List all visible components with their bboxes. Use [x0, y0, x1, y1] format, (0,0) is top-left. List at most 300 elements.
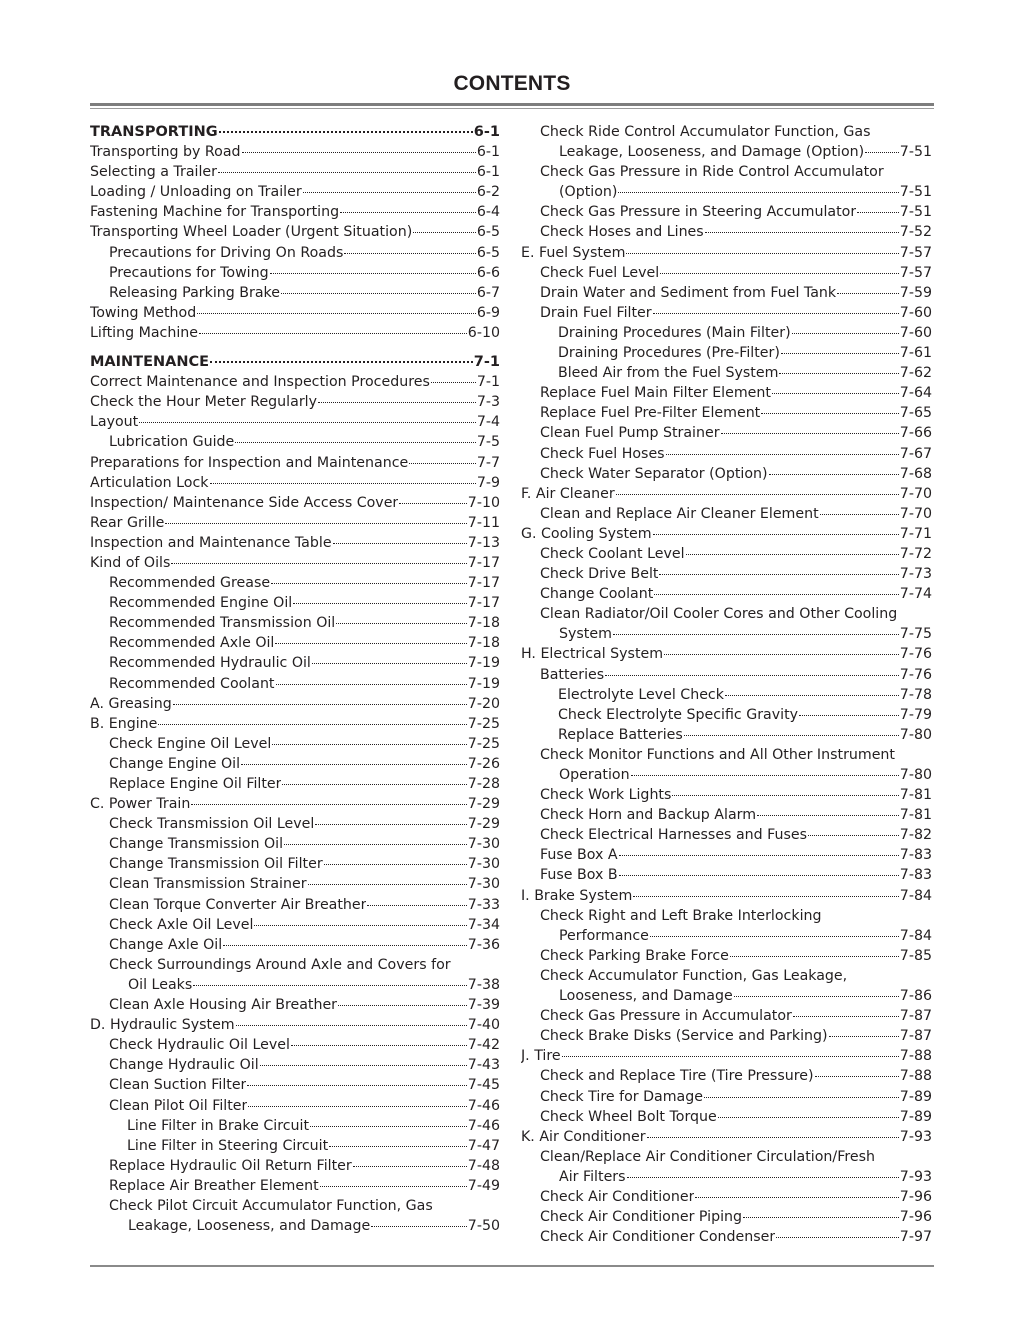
- toc-entry-title: Recommended Grease: [109, 575, 271, 592]
- dot-leader: [659, 573, 898, 575]
- toc-entry-title: Releasing Parking Brake: [109, 284, 280, 301]
- toc-entry: [90, 493, 500, 513]
- toc-entry: [521, 886, 932, 906]
- toc-entry-title: Check Gas Pressure in Accumulator: [540, 1008, 792, 1025]
- dot-leader: [631, 774, 899, 776]
- dot-leader: [633, 895, 898, 897]
- dot-leader: [650, 935, 899, 937]
- dot-leader: [664, 653, 899, 655]
- toc-entry: [90, 182, 500, 202]
- dot-leader: [409, 462, 476, 464]
- toc-entry-title: Towing Method: [90, 304, 197, 321]
- toc-page-number: 6-1: [476, 144, 500, 161]
- dot-leader: [718, 1116, 899, 1118]
- toc-page-number: 7-17: [467, 554, 500, 571]
- toc-entry-title: Clean Transmission Strainer: [109, 876, 307, 893]
- toc-entry: [90, 453, 500, 473]
- dot-leader: [865, 151, 899, 153]
- dot-leader: [281, 292, 476, 294]
- toc-page-number: 6-4: [476, 204, 500, 221]
- toc-entry-title-line1: Check Accumulator Function, Gas Leakage,: [540, 967, 848, 984]
- toc-entry: [521, 705, 932, 725]
- toc-entry: [521, 403, 932, 423]
- dot-leader: [271, 582, 467, 584]
- toc-entry-title: Check Hydraulic Oil Level: [109, 1037, 290, 1054]
- toc-page-number: 7-67: [899, 445, 932, 462]
- dot-leader: [757, 814, 899, 816]
- dot-leader: [660, 272, 899, 274]
- toc-page-number: 7-46: [467, 1097, 500, 1114]
- toc-page-number: 7-47: [467, 1137, 500, 1154]
- toc-entry: [90, 1156, 500, 1176]
- toc-entry-title: Check Wheel Bolt Torque: [540, 1108, 717, 1125]
- toc-page-number: 7-81: [899, 787, 932, 804]
- dot-leader: [338, 1004, 467, 1006]
- toc-entry-title: Replace Engine Oil Filter: [109, 776, 282, 792]
- toc-entry: [90, 935, 500, 955]
- toc-entry-title-line1: Check Ride Control Accumulator Function, Gas: [540, 124, 871, 140]
- dot-leader: [857, 211, 899, 213]
- dot-leader: [772, 392, 899, 394]
- dot-leader: [276, 683, 467, 685]
- dot-leader: [210, 482, 476, 484]
- toc-entry: [521, 303, 932, 323]
- toc-entry-title: Line Filter in Steering Circuit: [127, 1137, 329, 1154]
- toc-page-number: 7-11: [467, 514, 500, 531]
- toc-entry-title: D. Hydraulic System: [90, 1017, 235, 1034]
- dot-leader: [318, 401, 476, 403]
- toc-entry: [90, 432, 500, 452]
- dot-leader: [605, 674, 899, 676]
- toc-entry-title: Check Tire for Damage: [540, 1088, 703, 1105]
- toc-entry: [521, 665, 932, 685]
- dot-leader: [308, 883, 467, 885]
- toc-left-column: [90, 122, 500, 1236]
- toc-entry: [521, 1066, 932, 1086]
- toc-entry-title: E. Fuel System: [521, 244, 626, 261]
- toc-entry-title-line1: Check Right and Left Brake Interlocking: [540, 907, 822, 924]
- toc-entry: [521, 725, 932, 745]
- toc-entry-title: Check Engine Oil Level: [109, 735, 272, 752]
- toc-entry: [521, 946, 932, 966]
- toc-page-number: 7-28: [467, 776, 500, 792]
- toc-entry-title: Drain Water and Sediment from Fuel Tank: [540, 284, 837, 301]
- toc-page-number: 7-71: [899, 525, 932, 542]
- toc-entry: [521, 162, 932, 202]
- toc-entry-title: Fuse Box A: [540, 847, 618, 864]
- toc-entry-title: Lubrication Guide: [109, 434, 235, 451]
- toc-page-number: 7-64: [899, 385, 932, 402]
- dot-leader: [312, 662, 467, 664]
- dot-leader: [613, 633, 899, 635]
- toc-entry: [521, 1187, 932, 1207]
- toc-page-number: 7-62: [899, 365, 932, 382]
- toc-entry: [90, 1055, 500, 1075]
- toc-entry: [521, 1087, 932, 1107]
- toc-page-number: 7-46: [467, 1117, 500, 1134]
- toc-entry: [90, 372, 500, 392]
- toc-page-number: 7-26: [467, 755, 500, 772]
- toc-page-number: 7-33: [467, 896, 500, 913]
- toc-entry-title: Leakage, Looseness, and Damage: [128, 1218, 371, 1235]
- dot-leader: [191, 803, 466, 805]
- footer-rule: [90, 1265, 934, 1267]
- toc-entry-title: Recommended Axle Oil: [109, 635, 275, 652]
- toc-page-number: 7-39: [467, 997, 500, 1014]
- toc-entry: [521, 122, 932, 162]
- toc-page-number: 7-88: [899, 1048, 932, 1065]
- toc-entry-title: Check Fuel Hoses: [540, 445, 665, 462]
- dot-leader: [320, 1185, 467, 1187]
- toc-page-number: 7-51: [899, 184, 932, 201]
- dot-leader: [653, 533, 899, 535]
- toc-page-number: 7-13: [467, 534, 500, 551]
- title-rule-thick: [90, 103, 934, 106]
- toc-entry: [90, 874, 500, 894]
- toc-entry-title: Batteries: [540, 666, 605, 683]
- toc-page-number: 7-89: [899, 1088, 932, 1105]
- toc-entry: [521, 423, 932, 443]
- toc-entry-title: Check Air Conditioner Condenser: [540, 1229, 776, 1246]
- toc-entry: [521, 644, 932, 664]
- dot-leader: [324, 863, 467, 865]
- toc-entry: [90, 915, 500, 935]
- dot-leader: [721, 432, 899, 434]
- toc-entry: [521, 283, 932, 303]
- dot-leader: [235, 441, 476, 443]
- toc-entry-title: Layout: [90, 414, 139, 431]
- toc-entry: [90, 1096, 500, 1116]
- dot-leader: [173, 703, 467, 705]
- toc-page-number: 7-43: [467, 1057, 500, 1074]
- toc-entry: [90, 995, 500, 1015]
- toc-page-number: 7-60: [899, 324, 932, 341]
- toc-entry: [90, 1015, 500, 1035]
- toc-page-number: 6-2: [476, 184, 500, 201]
- toc-entry-title: Loading / Unloading on Trailer: [90, 184, 302, 201]
- toc-entry: [521, 584, 932, 604]
- toc-page-number: 7-76: [899, 666, 932, 683]
- toc-page-number: 7-65: [899, 405, 932, 422]
- toc-entry-title: Draining Procedures (Pre-Filter): [558, 345, 780, 362]
- toc-page-number: 7-40: [467, 1017, 500, 1034]
- toc-entry-title: Check and Replace Tire (Tire Pressure): [540, 1068, 814, 1085]
- toc-entry-title: Check the Hour Meter Regularly: [90, 394, 317, 411]
- toc-entry: [90, 303, 500, 323]
- toc-page-number: 7-81: [899, 807, 932, 824]
- toc-page-number: 7-34: [467, 916, 500, 933]
- dot-leader: [815, 1075, 899, 1077]
- toc-entry-title: Replace Hydraulic Oil Return Filter: [109, 1157, 352, 1174]
- toc-entry-title: Replace Fuel Pre-Filter Element: [540, 405, 761, 422]
- toc-entry-title: Replace Fuel Main Filter Element: [540, 385, 771, 402]
- dot-leader: [171, 562, 466, 564]
- toc-entry-title: Preparations for Inspection and Maintenance: [90, 454, 409, 471]
- toc-entry: [521, 343, 932, 363]
- toc-entry: [90, 243, 500, 263]
- dot-leader: [705, 231, 899, 233]
- toc-page-number: 7-36: [467, 936, 500, 953]
- toc-page-number: 7-59: [899, 284, 932, 301]
- toc-page-number: 7-10: [467, 494, 500, 511]
- toc-entry-title: Inspection/ Maintenance Side Access Cover: [90, 494, 399, 511]
- toc-entry-title: Replace Batteries: [558, 726, 683, 743]
- dot-leader: [291, 1044, 467, 1046]
- dot-leader: [725, 694, 899, 696]
- toc-entry: [521, 484, 932, 504]
- title-rule-thin: [90, 108, 934, 109]
- toc-entry-title: Check Axle Oil Level: [109, 916, 254, 933]
- toc-page-number: 6-6: [476, 264, 500, 281]
- toc-entry-title-line1: Check Gas Pressure in Ride Control Accumulator: [540, 164, 884, 181]
- toc-entry: [521, 504, 932, 524]
- toc-entry: [90, 513, 500, 533]
- dot-leader: [695, 1196, 898, 1198]
- toc-page-number: 7-97: [899, 1229, 932, 1246]
- toc-page-number: 7-61: [899, 345, 932, 362]
- toc-page-number: 6-1: [473, 124, 500, 140]
- dot-leader: [619, 854, 899, 856]
- toc-entry-title: Kind of Oils: [90, 554, 171, 571]
- toc-page-number: 7-19: [467, 675, 500, 692]
- toc-entry: [90, 533, 500, 553]
- toc-entry: [90, 162, 500, 182]
- toc-entry-title: Lifting Machine: [90, 324, 198, 341]
- toc-entry-title: Check Air Conditioner Piping: [540, 1209, 743, 1226]
- toc-page-number: 7-57: [899, 244, 932, 261]
- toc-page-number: 7-86: [899, 988, 932, 1005]
- toc-page-number: 7-87: [899, 1008, 932, 1025]
- toc-page-number: 7-84: [899, 887, 932, 904]
- dot-leader: [808, 834, 899, 836]
- toc-page-number: 7-52: [899, 224, 932, 241]
- toc-page-number: 7-42: [467, 1037, 500, 1054]
- toc-entry-title: C. Power Train: [90, 796, 191, 813]
- toc-entry-title: Recommended Transmission Oil: [109, 615, 336, 632]
- toc-page-number: 7-50: [467, 1218, 500, 1235]
- toc-entry: [521, 1127, 932, 1147]
- toc-page-number: 7-83: [899, 847, 932, 864]
- dot-leader: [793, 1015, 899, 1017]
- toc-entry-title: Transporting by Road: [90, 144, 241, 161]
- dot-leader: [193, 984, 467, 986]
- toc-entry-title: Recommended Engine Oil: [109, 595, 293, 612]
- toc-page-number: 7-29: [467, 816, 500, 833]
- dot-leader: [792, 332, 899, 334]
- toc-page-number: 6-10: [467, 324, 500, 341]
- toc-entry-title: Clean Torque Converter Air Breather: [109, 896, 367, 913]
- toc-page-number: 7-93: [899, 1128, 932, 1145]
- toc-entry-title: Leakage, Looseness, and Damage (Option): [559, 144, 865, 161]
- toc-page-number: 7-89: [899, 1108, 932, 1125]
- toc-entry-title-line1: Clean/Replace Air Conditioner Circulation/Fresh: [540, 1148, 875, 1165]
- dot-leader: [734, 995, 899, 997]
- toc-entry-title-line1: Check Monitor Functions and All Other Instrument: [540, 746, 895, 763]
- dot-leader: [293, 602, 467, 604]
- toc-page-number: 7-25: [467, 735, 500, 752]
- toc-entry-title: (Option): [559, 184, 618, 201]
- toc-entry-title: B. Engine: [90, 715, 158, 732]
- toc-entry: [521, 222, 932, 242]
- toc-entry: [90, 854, 500, 874]
- toc-page-number: 6-5: [476, 224, 500, 241]
- dot-leader: [367, 904, 466, 906]
- toc-page-number: 7-79: [899, 706, 932, 723]
- toc-entry-title: Clean Axle Housing Air Breather: [109, 997, 338, 1014]
- toc-right-column: [521, 122, 932, 1247]
- toc-entry: [521, 1207, 932, 1227]
- toc-entry-title: Transporting Wheel Loader (Urgent Situation): [90, 224, 413, 241]
- toc-page-number: 7-3: [476, 394, 500, 411]
- toc-entry-title: Looseness, and Damage: [559, 988, 733, 1005]
- toc-page-number: 7-73: [899, 566, 932, 583]
- toc-entry: [521, 444, 932, 464]
- toc-entry-title: Drain Fuel Filter: [540, 304, 652, 321]
- dot-leader: [270, 272, 476, 274]
- toc-entry-title: G. Cooling System: [521, 525, 652, 542]
- toc-entry-title: Change Hydraulic Oil: [109, 1057, 259, 1074]
- toc-page-number: 7-68: [899, 465, 932, 482]
- toc-page-number: 7-60: [899, 304, 932, 321]
- toc-entry-title: Change Coolant: [540, 586, 654, 603]
- toc-entry: [521, 323, 932, 343]
- toc-entry-title: Fastening Machine for Transporting: [90, 204, 340, 221]
- toc-section-heading: [90, 352, 500, 372]
- toc-entry-title: Check Coolant Level: [540, 545, 685, 562]
- toc-entry: [521, 1006, 932, 1026]
- toc-page-number: 7-51: [899, 144, 932, 161]
- toc-entry-title: Fuse Box B: [540, 867, 618, 884]
- dot-leader: [730, 955, 899, 957]
- toc-entry: [90, 1136, 500, 1156]
- toc-page-number: 7-74: [899, 586, 932, 603]
- toc-entry: [521, 1107, 932, 1127]
- toc-entry: [90, 734, 500, 754]
- toc-entry: [90, 473, 500, 493]
- toc-entry: [90, 633, 500, 653]
- toc-entry: [521, 564, 932, 584]
- toc-entry: [521, 906, 932, 946]
- toc-entry: [521, 263, 932, 283]
- toc-entry-title: K. Air Conditioner: [521, 1128, 646, 1145]
- toc-entry: [90, 323, 500, 343]
- dot-leader: [340, 211, 476, 213]
- dot-leader: [820, 513, 899, 515]
- toc-page-number: 7-70: [899, 485, 932, 502]
- dot-leader: [666, 453, 899, 455]
- toc-entry: [90, 1196, 500, 1236]
- dot-leader: [686, 553, 899, 555]
- toc-page-number: 7-82: [899, 827, 932, 844]
- toc-entry-title: Check Electrolyte Specific Gravity: [558, 706, 799, 723]
- toc-entry: [521, 202, 932, 222]
- toc-entry-title: Check Transmission Oil Level: [109, 816, 315, 833]
- toc-entry: [90, 202, 500, 222]
- toc-page-number: 7-80: [899, 767, 932, 783]
- toc-entry-title: Recommended Coolant: [109, 675, 275, 692]
- dot-leader: [247, 1084, 466, 1086]
- toc-page-number: 7-78: [899, 686, 932, 703]
- toc-entry: [521, 785, 932, 805]
- toc-entry-title: Performance: [559, 927, 649, 944]
- toc-entry: [521, 464, 932, 484]
- toc-entry: [90, 714, 500, 734]
- toc-entry: [521, 805, 932, 825]
- toc-entry: [521, 524, 932, 544]
- toc-entry-title: Clean Suction Filter: [109, 1077, 247, 1094]
- dot-leader: [344, 252, 475, 254]
- toc-entry-title: A. Greasing: [90, 695, 172, 712]
- toc-page-number: 6-7: [476, 284, 500, 301]
- toc-entry-title: Check Horn and Backup Alarm: [540, 807, 757, 824]
- toc-entry-title: Rear Grille: [90, 514, 165, 531]
- toc-entry: [521, 745, 932, 785]
- dot-leader: [562, 1055, 899, 1057]
- toc-entry: [90, 754, 500, 774]
- dot-leader: [672, 794, 898, 796]
- toc-page-number: 6-1: [476, 164, 500, 181]
- dot-leader: [799, 714, 899, 716]
- toc-entry-title: Oil Leaks: [128, 976, 193, 993]
- toc-entry-title: Check Drive Belt: [540, 566, 659, 583]
- dot-leader: [282, 783, 466, 785]
- toc-entry: [90, 142, 500, 162]
- toc-section-heading: [90, 122, 500, 142]
- dot-leader: [619, 874, 899, 876]
- toc-entry: [90, 392, 500, 412]
- dot-leader: [781, 352, 899, 354]
- toc-page-number: 7-38: [467, 976, 500, 993]
- toc-entry: [90, 774, 500, 794]
- toc-entry: [521, 966, 932, 1006]
- toc-page-number: 7-93: [899, 1168, 932, 1185]
- toc-entry-title: Change Axle Oil: [109, 936, 223, 953]
- toc-page-number: 7-85: [899, 947, 932, 964]
- toc-entry-title: Check Work Lights: [540, 787, 672, 804]
- dot-leader: [254, 924, 466, 926]
- dot-leader: [743, 1216, 899, 1218]
- toc-entry: [90, 1075, 500, 1095]
- page-title: CONTENTS: [453, 72, 571, 95]
- toc-page-number: 7-80: [899, 726, 932, 743]
- dot-leader: [315, 823, 466, 825]
- toc-entry: [90, 694, 500, 714]
- toc-entry-title: Check Air Conditioner: [540, 1188, 695, 1205]
- toc-page-number: 7-70: [899, 505, 932, 522]
- dot-leader: [223, 944, 467, 946]
- dot-leader: [199, 332, 467, 334]
- dot-leader: [272, 743, 466, 745]
- toc-entry-title: Clean Pilot Oil Filter: [109, 1097, 248, 1114]
- toc-page-number: 7-18: [467, 635, 500, 652]
- dot-leader: [779, 372, 898, 374]
- toc-entry: [90, 412, 500, 432]
- toc-page-number: 7-30: [467, 836, 500, 853]
- dot-leader: [761, 412, 899, 414]
- toc-entry: [90, 834, 500, 854]
- toc-entry-title-line1: Check Pilot Circuit Accumulator Function, Gas: [109, 1197, 433, 1214]
- toc-entry: [521, 1026, 932, 1046]
- toc-entry: [521, 363, 932, 383]
- toc-entry-title: Air Filters: [559, 1168, 626, 1185]
- toc-entry: [521, 243, 932, 263]
- toc-entry-title: Selecting a Trailer: [90, 164, 217, 181]
- toc-entry-title: Change Transmission Oil: [109, 836, 284, 853]
- dot-leader: [260, 1064, 467, 1066]
- toc-entry: [90, 263, 500, 283]
- toc-page-number: 7-76: [899, 646, 932, 663]
- dot-leader: [241, 763, 467, 765]
